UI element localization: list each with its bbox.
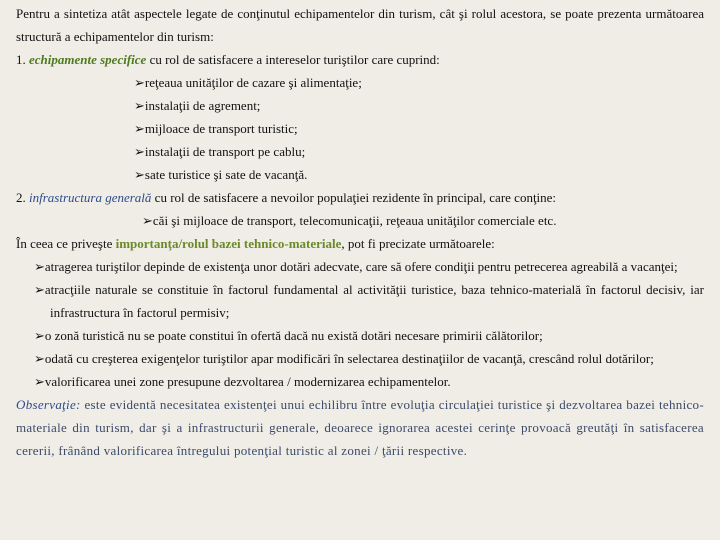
arrow-right-icon: ➢ bbox=[142, 213, 153, 228]
arrow-right-icon: ➢ bbox=[34, 374, 45, 389]
list-item-text: valorificarea unei zone presupune dezvoltarea / modernizarea echipamentelor. bbox=[44, 374, 451, 389]
list-item bbox=[16, 347, 704, 370]
arrow-right-icon: ➢ bbox=[34, 328, 45, 343]
arrow-right-icon: ➢ bbox=[134, 75, 145, 90]
list-item-text: instalaţii de agrement; bbox=[144, 98, 261, 113]
arrow-right-icon: ➢ bbox=[34, 259, 45, 274]
list-item bbox=[16, 324, 704, 347]
list-item-text: instalaţii de transport pe cablu; bbox=[144, 144, 306, 159]
section-2-text: cu rol de satisfacere a nevoilor populaţiei rezidente în principal, care conţine: bbox=[151, 190, 557, 205]
section-3-text: , pot fi precizate următoarele: bbox=[341, 236, 495, 251]
observation-label: Observaţie: bbox=[16, 397, 81, 412]
list-item-text: atracţiile naturale se constituie în factorul fundamental al activităţii turistice, baza tehnico-materială în factorul decisiv, iar infrastructura în factorul permisiv; bbox=[44, 282, 704, 320]
section-3-term: importanţa/rolul bazei tehnico-materiale bbox=[115, 236, 342, 251]
section-1-term: echipamente specifice bbox=[29, 52, 147, 67]
observation-paragraph bbox=[16, 393, 704, 462]
observation-text: este evidentă necesitatea existenţei unui echilibru între evoluţia circulaţiei turistice şi dezvoltarea bazei tehnico-materiale din turism, dar şi a infrastructurii generale, deoarece ignorarea acestei cerinţe provoacă greutăţi în satisfacerea cererii, frânând valorificarea întregului potenţial turistic al zonei / ţării respective. bbox=[16, 397, 704, 458]
section-1-list bbox=[16, 71, 704, 186]
section-3-list bbox=[16, 255, 704, 393]
list-item-text: mijloace de transport turistic; bbox=[144, 121, 298, 136]
section-2-list bbox=[16, 209, 704, 232]
list-item-text: căi şi mijloace de transport, telecomunicaţii, reţeaua unităţilor comerciale etc. bbox=[152, 213, 557, 228]
list-item-text: sate turistice şi sate de vacanţă. bbox=[144, 167, 308, 182]
section-1-number: 1. bbox=[16, 52, 26, 67]
section-2-number: 2. bbox=[16, 190, 26, 205]
section-2-term: infrastructura generală bbox=[29, 190, 152, 205]
section-1-text: cu rol de satisfacere a intereselor turiştilor care cuprind: bbox=[146, 52, 440, 67]
arrow-right-icon: ➢ bbox=[134, 144, 145, 159]
intro-paragraph: Pentru a sintetiza atât aspectele legate de conţinutul echipamentelor din turism, cât şi rolul acestora, se poate prezenta următoarea structură a echipamentelor din turism: bbox=[16, 6, 704, 44]
list-item-text: o zonă turistică nu se poate constitui în ofertă dacă nu există dotări necesare primirii călătorilor; bbox=[44, 328, 543, 343]
arrow-right-icon: ➢ bbox=[134, 121, 145, 136]
list-item bbox=[16, 209, 704, 232]
list-item bbox=[16, 117, 704, 140]
arrow-right-icon: ➢ bbox=[134, 98, 145, 113]
list-item-text: odată cu creşterea exigenţelor turiştilor apar modificări în selectarea destinaţiilor de vacanţă, crescând rolul dotărilor; bbox=[44, 351, 654, 366]
arrow-right-icon: ➢ bbox=[134, 167, 145, 182]
section-3-heading bbox=[16, 232, 704, 255]
list-item bbox=[16, 94, 704, 117]
list-item-text: reţeaua unităţilor de cazare şi alimentaţie; bbox=[144, 75, 362, 90]
arrow-right-icon: ➢ bbox=[34, 282, 45, 297]
section-1-heading bbox=[16, 48, 704, 71]
list-item-text: atragerea turiştilor depinde de existenţa unor dotări adecvate, care să ofere condiţii pentru petrecerea agreabilă a vacanţei; bbox=[44, 259, 678, 274]
list-item bbox=[16, 255, 704, 278]
section-3-lead: În ceea ce priveşte bbox=[16, 236, 116, 251]
list-item bbox=[16, 71, 704, 94]
list-item bbox=[16, 370, 704, 393]
arrow-right-icon: ➢ bbox=[34, 351, 45, 366]
section-2-heading bbox=[16, 186, 704, 209]
list-item bbox=[16, 140, 704, 163]
list-item bbox=[16, 163, 704, 186]
list-item bbox=[16, 278, 704, 324]
